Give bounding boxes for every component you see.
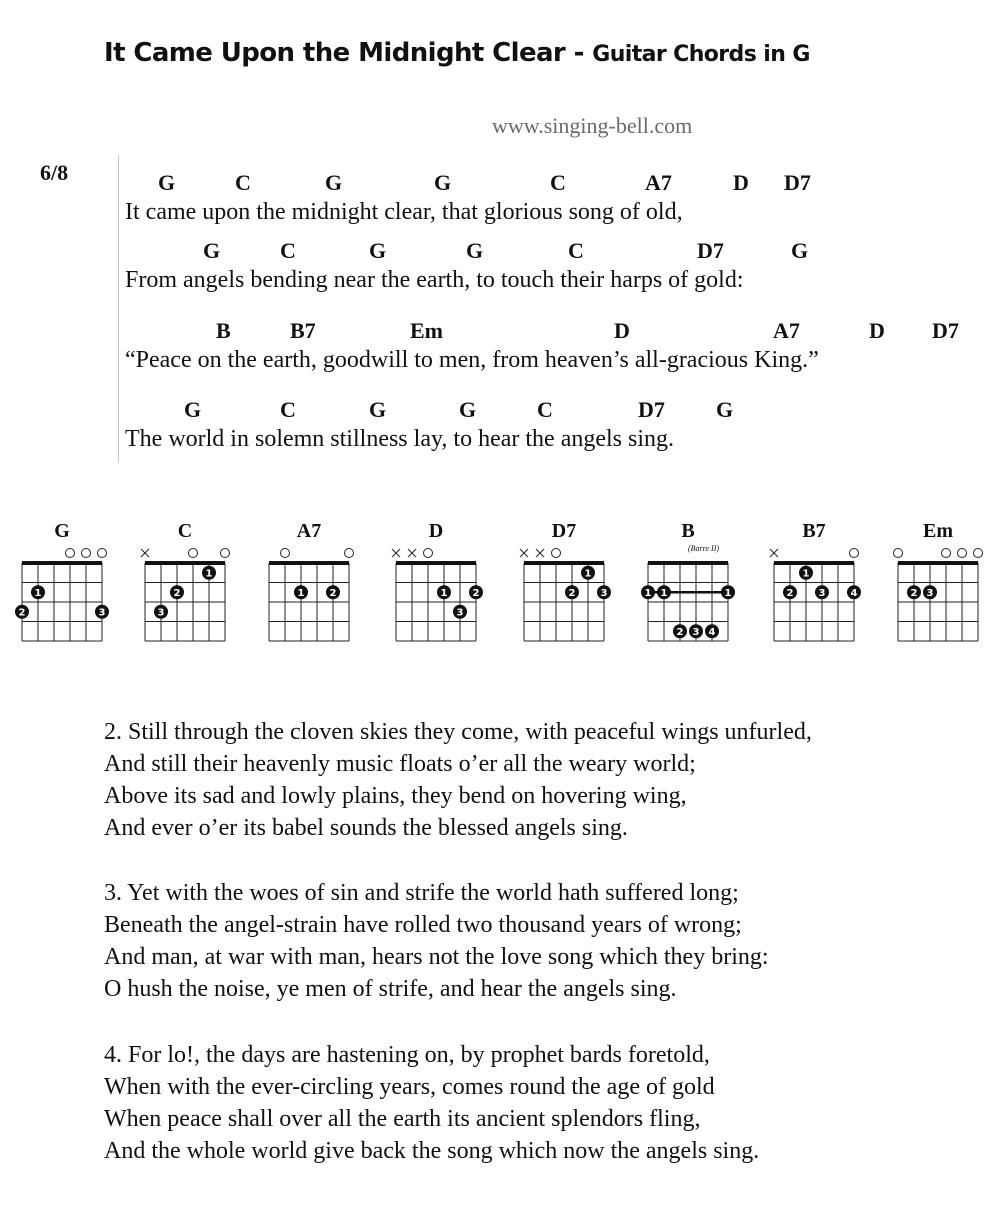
finger-number: 1 <box>440 587 448 599</box>
open-string-icon <box>345 549 354 558</box>
verse-line: And man, at war with man, hears not the love song which they bring: <box>104 944 769 970</box>
finger-number: 2 <box>18 607 26 619</box>
open-string-icon <box>894 549 903 558</box>
chord-label: A7 <box>773 318 800 343</box>
nut-bar <box>898 561 978 565</box>
finger-number: 3 <box>926 587 934 599</box>
muted-string-icon <box>141 549 149 557</box>
divider-line <box>118 155 119 463</box>
finger-number: 1 <box>644 587 652 599</box>
chord-label: G <box>203 238 221 263</box>
nut-bar <box>774 561 854 565</box>
verse-line: Above its sad and lowly plains, they bend on hovering wing, <box>104 783 687 809</box>
title-main: It Came Upon the Midnight Clear - <box>104 38 593 68</box>
muted-string-icon <box>408 549 416 557</box>
muted-string-icon <box>520 549 528 557</box>
verse-line: And the whole world give back the song which now the angels sing. <box>104 1138 760 1164</box>
finger-number: 3 <box>818 587 826 599</box>
finger-number: 3 <box>456 607 464 619</box>
open-string-icon <box>942 549 951 558</box>
lyric-line: The world in solemn stillness lay, to hear the angels sing. <box>125 426 675 452</box>
finger-number: 2 <box>786 587 794 599</box>
chord-grid <box>259 520 359 650</box>
chord-grid <box>12 520 112 650</box>
verse-line: 2. Still through the cloven skies they come, with peaceful wings unfurled, <box>104 719 812 745</box>
chord-label: B <box>216 318 231 343</box>
chord-label: G <box>184 397 202 422</box>
finger-number: 2 <box>173 587 181 599</box>
nut-bar <box>524 561 604 565</box>
chord-label: D7 <box>638 397 665 422</box>
chord-diagram-name: G <box>54 520 70 542</box>
finger-number: 2 <box>568 587 576 599</box>
chord-label: A7 <box>645 170 672 195</box>
finger-number: 4 <box>708 626 716 638</box>
chord-diagram-c <box>135 520 235 650</box>
verse-line: When with the ever-circling years, comes round the age of gold <box>104 1074 715 1100</box>
chord-label: G <box>369 397 387 422</box>
finger-number: 2 <box>329 587 337 599</box>
chord-label: Em <box>410 318 443 343</box>
open-string-icon <box>850 549 859 558</box>
finger-number: 1 <box>724 587 732 599</box>
chord-label: G <box>369 238 387 263</box>
chord-diagram-d7 <box>514 520 614 650</box>
verse-line: O hush the noise, ye men of strife, and hear the angels sing. <box>104 976 677 1002</box>
nut-bar <box>648 561 728 565</box>
open-string-icon <box>281 549 290 558</box>
open-string-icon <box>424 549 433 558</box>
chord-diagram-em <box>888 520 988 650</box>
chord-label: G <box>158 170 176 195</box>
finger-number: 2 <box>910 587 918 599</box>
chord-diagram-b <box>638 520 738 650</box>
chord-diagram-name: D7 <box>551 520 577 542</box>
chord-diagram-name: C <box>177 520 193 542</box>
open-string-icon <box>974 549 983 558</box>
nut-bar <box>269 561 349 565</box>
nut-bar <box>22 561 102 565</box>
open-string-icon <box>552 549 561 558</box>
finger-number: 1 <box>584 568 592 580</box>
nut-bar <box>145 561 225 565</box>
chord-label: C <box>280 397 296 422</box>
chord-diagram-name: D <box>428 520 444 542</box>
chord-label: D <box>869 318 885 343</box>
verse-line: Beneath the angel-strain have rolled two thousand years of wrong; <box>104 912 742 938</box>
chord-diagram-a7 <box>259 520 359 650</box>
lyric-line: “Peace on the earth, goodwill to men, from heaven’s all-gracious King.” <box>125 347 819 373</box>
open-string-icon <box>958 549 967 558</box>
time-signature: 6/8 <box>40 160 69 185</box>
finger-number: 3 <box>600 587 608 599</box>
verse-2 <box>104 716 812 844</box>
muted-string-icon <box>536 549 544 557</box>
chord-label: C <box>568 238 584 263</box>
verse-line: And still their heavenly music floats o’er all the weary world; <box>104 751 696 777</box>
nut-bar <box>396 561 476 565</box>
finger-number: 3 <box>692 626 700 638</box>
verse-line: 3. Yet with the woes of sin and strife the world hath suffered long; <box>104 880 739 906</box>
chord-diagram-g <box>12 520 112 650</box>
chord-label: G <box>466 238 484 263</box>
chord-label: G <box>325 170 343 195</box>
chord-diagram-name: Em <box>923 520 953 542</box>
chord-label: D <box>733 170 749 195</box>
chord-diagram-b7 <box>764 520 864 650</box>
muted-string-icon <box>392 549 400 557</box>
chord-label: G <box>434 170 452 195</box>
chord-diagram-name: A7 <box>296 520 322 542</box>
lyric-line: It came upon the midnight clear, that glorious song of old, <box>125 199 683 225</box>
chord-diagram-name: B <box>681 520 695 542</box>
site-url: www.singing-bell.com <box>492 113 693 138</box>
finger-number: 1 <box>297 587 305 599</box>
chord-label: D7 <box>784 170 811 195</box>
title-sub: Guitar Chords in G <box>592 42 810 67</box>
finger-number: 4 <box>850 587 858 599</box>
chord-grid <box>764 520 864 650</box>
verse-line: 4. For lo!, the days are hastening on, by prophet bards foretold, <box>104 1042 710 1068</box>
chord-diagram-d <box>386 520 486 650</box>
chord-diagram-name: B7 <box>802 520 826 542</box>
finger-number: 1 <box>34 587 42 599</box>
verse-line: When peace shall over all the earth its ancient splendors fling, <box>104 1106 701 1132</box>
chord-label: G <box>716 397 734 422</box>
chord-label: C <box>235 170 251 195</box>
chord-label: G <box>791 238 809 263</box>
chord-label: D <box>614 318 630 343</box>
chord-grid <box>386 520 486 650</box>
finger-number: 3 <box>98 607 106 619</box>
verse-3 <box>104 877 769 1005</box>
verse-line: And ever o’er its babel sounds the blessed angels sing. <box>104 815 628 841</box>
lyric-line: From angels bending near the earth, to touch their harps of gold: <box>125 267 744 293</box>
finger-number: 1 <box>660 587 668 599</box>
finger-number: 2 <box>676 626 684 638</box>
chord-grid <box>514 520 614 650</box>
open-string-icon <box>82 549 91 558</box>
finger-number: 2 <box>472 587 480 599</box>
chord-label: C <box>550 170 566 195</box>
finger-number: 3 <box>157 607 165 619</box>
page-title <box>104 38 810 68</box>
finger-number: 1 <box>802 568 810 580</box>
chord-label: C <box>537 397 553 422</box>
muted-string-icon <box>770 549 778 557</box>
open-string-icon <box>66 549 75 558</box>
chord-grid <box>135 520 235 650</box>
barre-note: (Barre II) <box>688 544 720 553</box>
open-string-icon <box>221 549 230 558</box>
open-string-icon <box>189 549 198 558</box>
chord-grid <box>638 520 738 650</box>
chord-label: D7 <box>697 238 724 263</box>
chord-label: B7 <box>290 318 316 343</box>
open-string-icon <box>98 549 107 558</box>
chord-label: C <box>280 238 296 263</box>
finger-number: 1 <box>205 568 213 580</box>
chord-grid <box>888 520 988 650</box>
chord-label: D7 <box>932 318 959 343</box>
chord-label: G <box>459 397 477 422</box>
verse-4 <box>104 1039 759 1167</box>
